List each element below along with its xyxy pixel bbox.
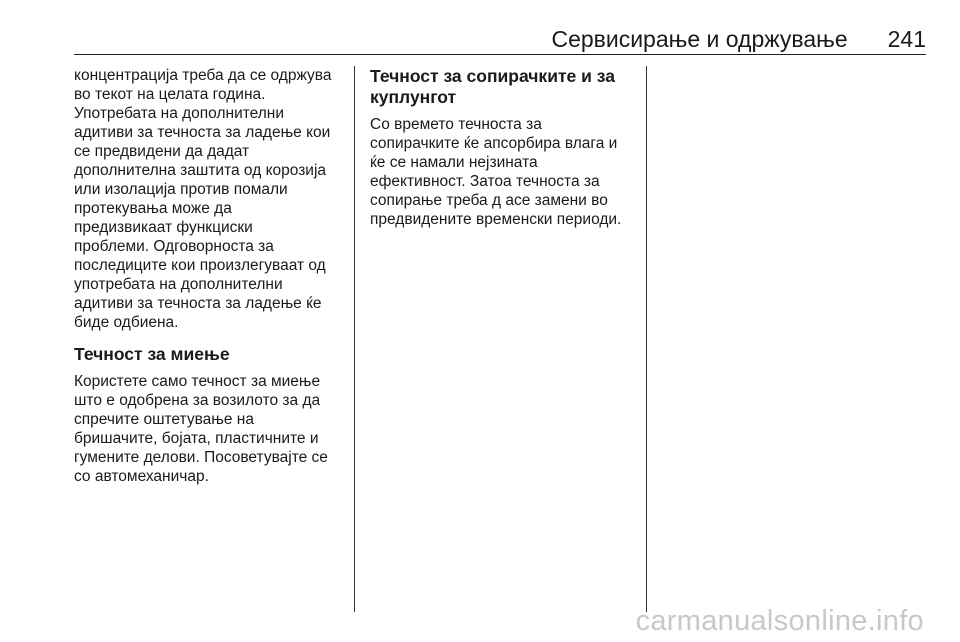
text-line: што е одобрена за возилото за да (74, 392, 321, 409)
text-line: Со времето течноста за (370, 116, 542, 133)
text-line: во текот на целата година. (74, 86, 266, 103)
column-divider (646, 66, 647, 612)
text-line: гумените делови. Посоветувајте се (74, 449, 328, 466)
right-column (370, 66, 638, 229)
washer-fluid-paragraph (74, 372, 346, 486)
text-line: ефективност. Затоа течноста за (370, 173, 600, 190)
text-line: дополнителна заштита од корозија (74, 162, 327, 179)
heading-line: Течност за сопирачките и за (370, 66, 615, 86)
text-line: сопирање треба д асе замени во (370, 192, 608, 209)
page-header (74, 24, 926, 55)
brake-fluid-paragraph (370, 115, 638, 229)
text-line: проблеми. Одговорноста за (74, 238, 274, 255)
text-line: протекувања може да (74, 200, 232, 217)
text-line: сопирачките ќе апсорбира влага и (370, 135, 618, 152)
text-line: бришачите, бојата, пластичните и (74, 430, 319, 447)
section-heading-brake-fluid (370, 66, 638, 108)
page-title: Сервисирање и одржување (551, 26, 848, 52)
heading-line: куплунгот (370, 87, 457, 107)
text-line: спречите оштетување на (74, 411, 254, 428)
text-line: адитиви за течноста за ладење кои (74, 124, 331, 141)
intro-paragraph (74, 66, 346, 332)
text-line: предизвикаат функциски (74, 219, 253, 236)
text-line: употребата на дополнителни (74, 276, 283, 293)
left-column (74, 66, 346, 486)
section-heading-washer-fluid: Течност за миење (74, 344, 230, 364)
text-line: концентрација треба да се одржува (74, 67, 332, 84)
text-line: со автомеханичар. (74, 468, 209, 485)
text-line: последиците кои произлегуваат од (74, 257, 326, 274)
text-line: Употребата на дополнителни (74, 105, 285, 122)
page-number: 241 (887, 26, 926, 52)
text-line: ќе се намали нејзината (370, 154, 538, 171)
text-line: предвидените временски периоди. (370, 211, 622, 228)
text-line: се предвидени да дадат (74, 143, 250, 160)
text-line: или изолација против помали (74, 181, 288, 198)
watermark-text: carmanualsonline.info (635, 605, 924, 637)
column-divider (354, 66, 355, 612)
text-line: адитиви за течноста за ладење ќе (74, 295, 322, 312)
text-line: Користете само течност за миење (74, 373, 321, 390)
text-line: биде одбиена. (74, 314, 179, 331)
